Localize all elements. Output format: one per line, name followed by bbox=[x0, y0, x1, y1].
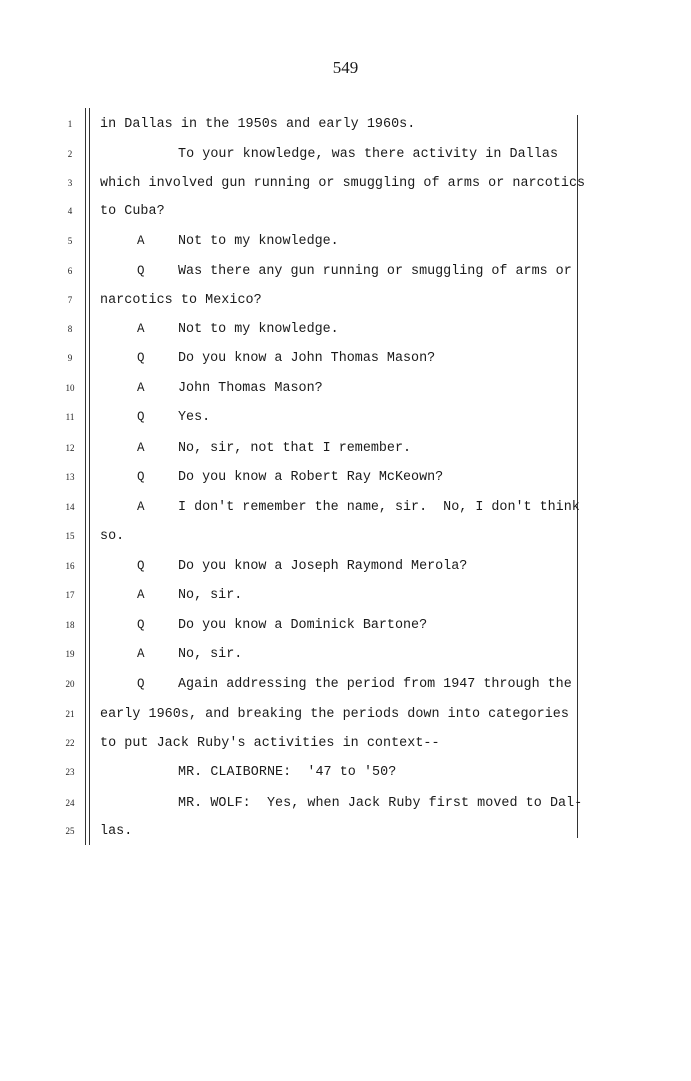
line-number: 18 bbox=[65, 620, 75, 630]
speaker-label: A bbox=[137, 588, 145, 602]
line-text: No, sir. bbox=[178, 588, 243, 603]
line-number: 6 bbox=[67, 266, 73, 276]
speaker-label: Q bbox=[137, 410, 145, 424]
line-text: so. bbox=[100, 529, 125, 544]
speaker-label: Q bbox=[137, 677, 145, 691]
line-text: in Dallas in the 1950s and early 1960s. bbox=[100, 117, 416, 132]
line-text: No, sir, not that I remember. bbox=[178, 441, 412, 456]
line-text: narcotics to Mexico? bbox=[100, 293, 262, 308]
transcript-line bbox=[0, 559, 691, 579]
line-text: Not to my knowledge. bbox=[178, 322, 339, 337]
line-number: 1 bbox=[67, 119, 73, 129]
line-number: 3 bbox=[67, 178, 73, 188]
line-text: MR. CLAIBORNE: '47 to '50? bbox=[178, 765, 397, 780]
transcript-line bbox=[0, 264, 691, 284]
transcript-line bbox=[0, 647, 691, 667]
line-number: 17 bbox=[65, 590, 75, 600]
line-text: Do you know a Robert Ray McKeown? bbox=[178, 470, 444, 485]
line-text: John Thomas Mason? bbox=[178, 381, 323, 396]
transcript-line bbox=[0, 351, 691, 371]
line-number: 5 bbox=[67, 236, 73, 246]
line-text: to put Jack Ruby's activities in context-- bbox=[100, 736, 440, 751]
transcript-line bbox=[0, 707, 691, 727]
line-number: 8 bbox=[67, 324, 73, 334]
speaker-label: Q bbox=[137, 470, 145, 484]
speaker-label: A bbox=[137, 234, 145, 248]
line-number: 21 bbox=[65, 709, 75, 719]
line-text: No, sir. bbox=[178, 647, 243, 662]
line-text: which involved gun running or smuggling of arms or narcotics bbox=[100, 176, 586, 191]
transcript-line bbox=[0, 736, 691, 756]
line-text: Yes. bbox=[178, 410, 211, 425]
line-number: 13 bbox=[65, 472, 75, 482]
line-number: 24 bbox=[65, 798, 75, 808]
transcript-line bbox=[0, 470, 691, 490]
transcript-line bbox=[0, 500, 691, 520]
transcript-line bbox=[0, 117, 691, 137]
line-number: 25 bbox=[65, 826, 75, 836]
line-text: las. bbox=[100, 824, 133, 839]
transcript-line bbox=[0, 677, 691, 697]
line-text: MR. WOLF: Yes, when Jack Ruby first moved to Dal- bbox=[178, 796, 583, 811]
transcript-line bbox=[0, 204, 691, 224]
line-text: Not to my knowledge. bbox=[178, 234, 339, 249]
transcript-line bbox=[0, 618, 691, 638]
transcript-line bbox=[0, 824, 691, 844]
line-text: Do you know a Joseph Raymond Merola? bbox=[178, 559, 468, 574]
speaker-label: A bbox=[137, 322, 145, 336]
transcript-line bbox=[0, 410, 691, 430]
transcript-line bbox=[0, 322, 691, 342]
line-number: 14 bbox=[65, 502, 75, 512]
line-text: early 1960s, and breaking the periods down into categories bbox=[100, 707, 569, 722]
line-text: to Cuba? bbox=[100, 204, 165, 219]
line-number: 4 bbox=[67, 206, 73, 216]
speaker-label: A bbox=[137, 441, 145, 455]
line-number: 11 bbox=[65, 412, 75, 422]
speaker-label: A bbox=[137, 500, 145, 514]
line-number: 12 bbox=[65, 443, 75, 453]
line-number: 9 bbox=[67, 353, 73, 363]
transcript-line bbox=[0, 441, 691, 461]
line-number: 19 bbox=[65, 649, 75, 659]
line-number: 2 bbox=[67, 149, 73, 159]
line-text: Do you know a John Thomas Mason? bbox=[178, 351, 436, 366]
line-number: 22 bbox=[65, 738, 75, 748]
transcript-line bbox=[0, 176, 691, 196]
speaker-label: Q bbox=[137, 264, 145, 278]
line-text: Do you know a Dominick Bartone? bbox=[178, 618, 428, 633]
transcript-line bbox=[0, 529, 691, 549]
speaker-label: Q bbox=[137, 618, 145, 632]
transcript-line bbox=[0, 588, 691, 608]
line-number: 15 bbox=[65, 531, 75, 541]
line-number: 7 bbox=[67, 295, 73, 305]
line-text: Was there any gun running or smuggling of arms or bbox=[178, 264, 572, 279]
line-text: I don't remember the name, sir. No, I don't think bbox=[178, 500, 580, 515]
line-text: To your knowledge, was there activity in Dallas bbox=[178, 147, 559, 162]
page-number: 549 bbox=[332, 58, 359, 77]
line-number: 20 bbox=[65, 679, 75, 689]
speaker-label: Q bbox=[137, 351, 145, 365]
transcript-line bbox=[0, 765, 691, 785]
transcript-line bbox=[0, 293, 691, 313]
speaker-label: A bbox=[137, 647, 145, 661]
transcript-line bbox=[0, 147, 691, 167]
transcript-line bbox=[0, 381, 691, 401]
line-text: Again addressing the period from 1947 through the bbox=[178, 677, 572, 692]
speaker-label: Q bbox=[137, 559, 145, 573]
transcript-line bbox=[0, 796, 691, 816]
line-number: 23 bbox=[65, 767, 75, 777]
transcript-line bbox=[0, 234, 691, 254]
line-number: 16 bbox=[65, 561, 75, 571]
speaker-label: A bbox=[137, 381, 145, 395]
line-number: 10 bbox=[65, 383, 75, 393]
